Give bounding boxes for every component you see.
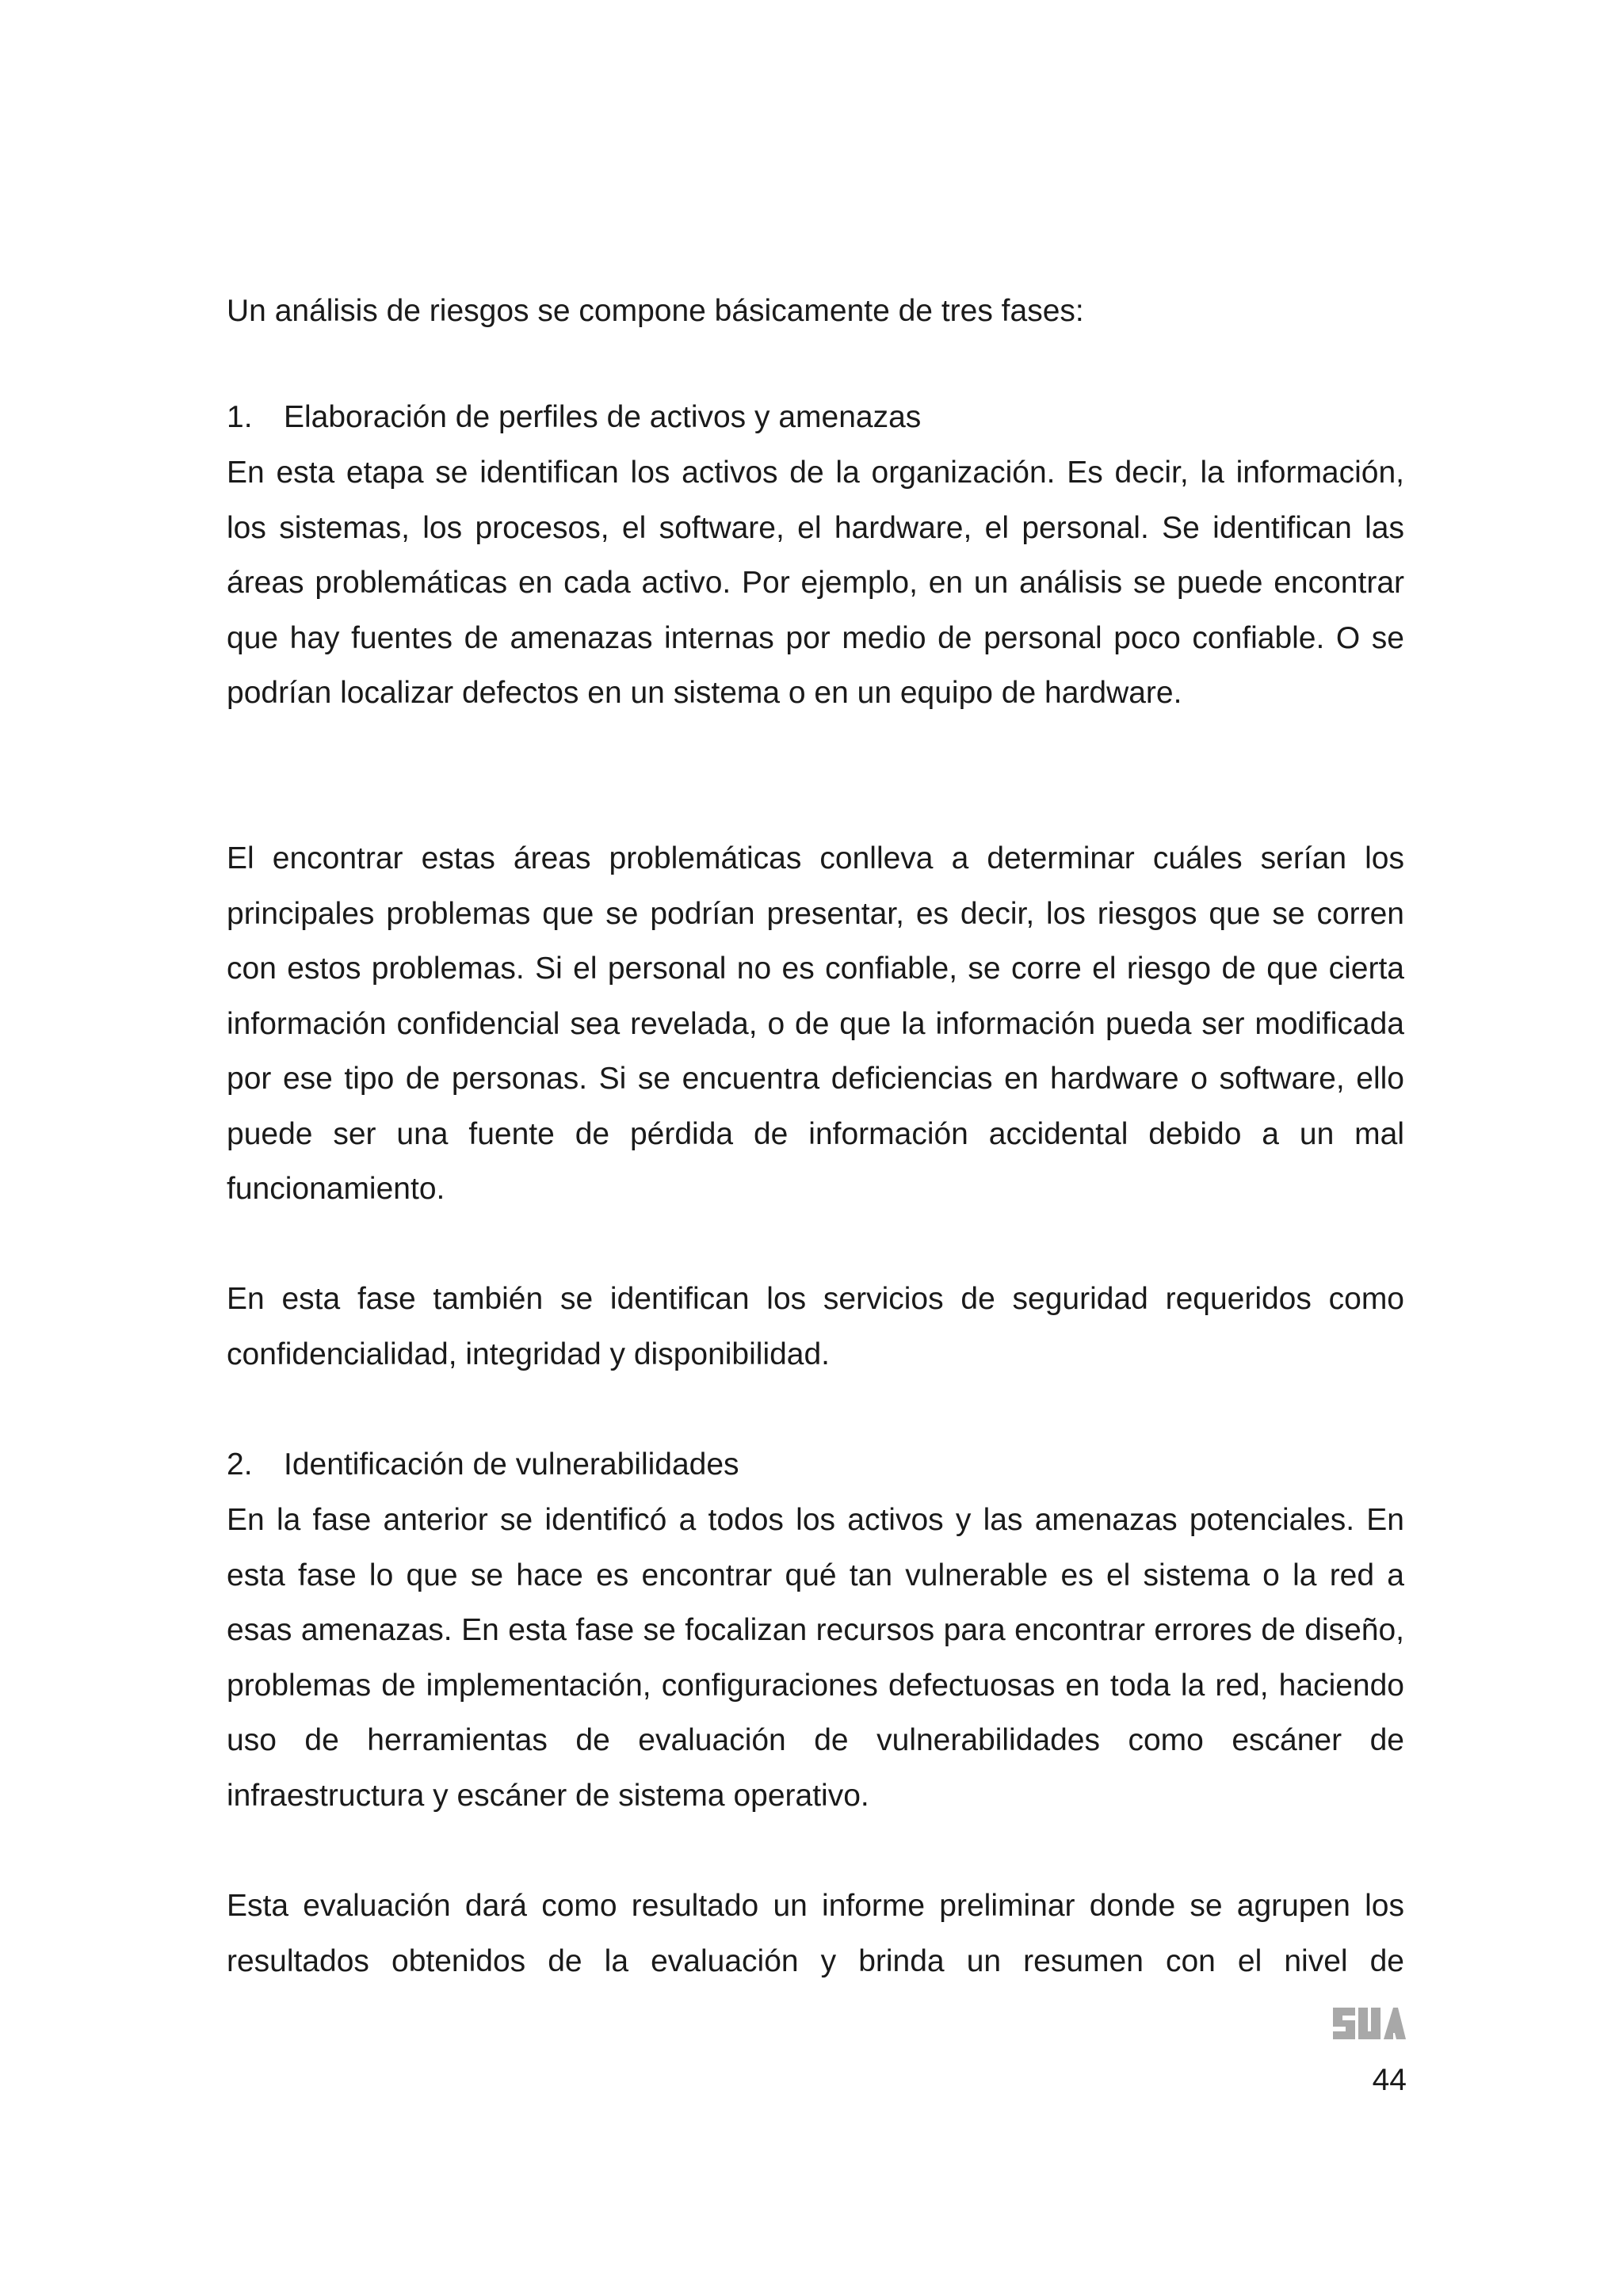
- intro-paragraph: Un análisis de riesgos se compone básicamente de tres fases:: [227, 294, 1084, 328]
- section-2-number: 2.: [227, 1447, 253, 1482]
- section-1-paragraph-3: En esta fase también se identifican los servicios de seguridad requeridos como confidencialidad, integridad y disponibilidad.: [227, 1282, 1404, 1371]
- section-2-paragraph-2: Esta evaluación dará como resultado un informe preliminar donde se agrupen los resultados obtenidos de la evaluación y brinda un resumen con el nivel de: [227, 1889, 1404, 1978]
- page-number: 44: [1372, 2063, 1407, 2097]
- section-2-title: Identificación de vulnerabilidades: [284, 1447, 739, 1482]
- section-1-title: Elaboración de perfiles de activos y amenazas: [284, 400, 922, 434]
- section-1-number: 1.: [227, 400, 253, 434]
- section-2-heading: [227, 1437, 739, 1493]
- sua-logo: [1331, 2004, 1407, 2042]
- section-1-paragraph-2: El encontrar estas áreas problemáticas conlleva a determinar cuáles serían los principales problemas que se podrían presentar, es decir, los riesgos que se corren con estos problemas. Si el personal no es confiable, se corre el riesgo de que cierta información confidencial sea revelada, o de que la información pueda ser modificada por ese tipo de personas. Si se encuentra deficiencias en hardware o software, ello puede ser una fuente de pérdida de información accidental debido a un mal funcionamiento.: [227, 841, 1404, 1206]
- section-1-paragraph-1: En esta etapa se identifican los activos de la organización. Es decir, la información, los sistemas, los procesos, el software, el hardware, el personal. Se identifican las áreas problemáticas en cada activo. Por ejemplo, en un análisis se puede encontrar que hay fuentes de amenazas internas por medio de personal poco confiable. O se podrían localizar defectos en un sistema o en un equipo de hardware.: [227, 456, 1404, 710]
- section-2-paragraph-1: En la fase anterior se identificó a todos los activos y las amenazas potenciales. En esta fase lo que se hace es encontrar qué tan vulnerable es el sistema o la red a esas amenazas. En esta fase se focalizan recursos para encontrar errores de diseño, problemas de implementación, configuraciones defectuosas en toda la red, haciendo uso de herramientas de evaluación de vulnerabilidades como escáner de infraestructura y escáner de sistema operativo.: [227, 1503, 1404, 1813]
- section-1-heading: [227, 390, 921, 445]
